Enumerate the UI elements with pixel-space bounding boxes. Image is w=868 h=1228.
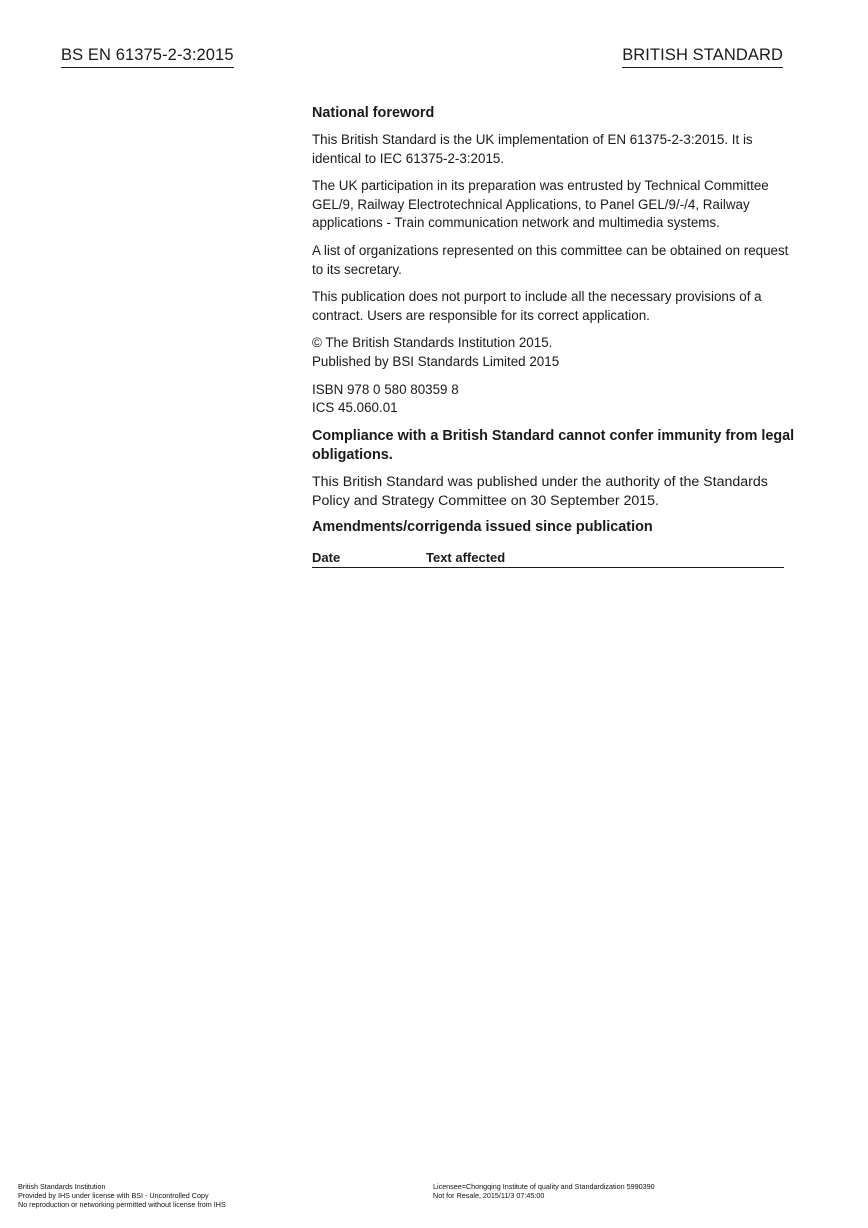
footer-right-line: Licensee=Chongqing Institute of quality and Standardization 5990390 (433, 1182, 655, 1191)
ics-line: ICS 45.060.01 (312, 400, 398, 416)
isbn-line: ISBN 978 0 580 80359 8 (312, 381, 459, 397)
national-foreword-section (312, 104, 802, 568)
footer-left-line: British Standards Institution (18, 1182, 106, 1191)
footer-right-line: Not for Resale, 2015/11/3 07:45:00 (433, 1191, 545, 1200)
footer-right (433, 1182, 655, 1200)
footer-left-line: Provided by IHS under license with BSI - Uncontrolled Copy (18, 1191, 209, 1200)
foreword-title: National foreword (312, 105, 435, 121)
committee-list-paragraph: A list of organizations represented on this committee can be obtained on request to its secretary. (312, 242, 789, 277)
text-affected-column-header: Text affected (426, 549, 506, 565)
copyright-line: © The British Standards Institution 2015. (312, 335, 553, 351)
document-id-header: BS EN 61375-2-3:2015 (61, 45, 234, 68)
footer-left (18, 1182, 226, 1209)
authority-paragraph: This British Standard was published under the authority of the Standards Policy and Strategy Committee on 30 September 2015. (312, 473, 768, 509)
participation-paragraph: The UK participation in its preparation was entrusted by Technical Committee GEL/9, Railway Electrotechnical Applications, to Panel GEL/9/-/4, Railway applications - Train communication network and multimedia systems. (312, 178, 769, 231)
provisions-paragraph: This publication does not purport to include all the necessary provisions of a contract. Users are responsible for its correct application. (312, 289, 762, 323)
identifier-block (312, 381, 802, 418)
publisher-line: Published by BSI Standards Limited 2015 (312, 353, 560, 369)
amendments-table-header (312, 549, 784, 568)
implementation-paragraph: This British Standard is the UK implementation of EN 61375-2-3:2015. It is identical to IEC 61375-2-3:2015. (312, 132, 753, 166)
british-standard-header: BRITISH STANDARD (622, 45, 783, 68)
amendments-heading: Amendments/corrigenda issued since publication (312, 518, 653, 535)
compliance-heading: Compliance with a British Standard cannot confer immunity from legal obligations. (312, 427, 795, 463)
footer-left-line: No reproduction or networking permitted without license from IHS (18, 1200, 226, 1209)
copyright-block (312, 334, 802, 371)
date-column-header: Date (312, 549, 341, 565)
